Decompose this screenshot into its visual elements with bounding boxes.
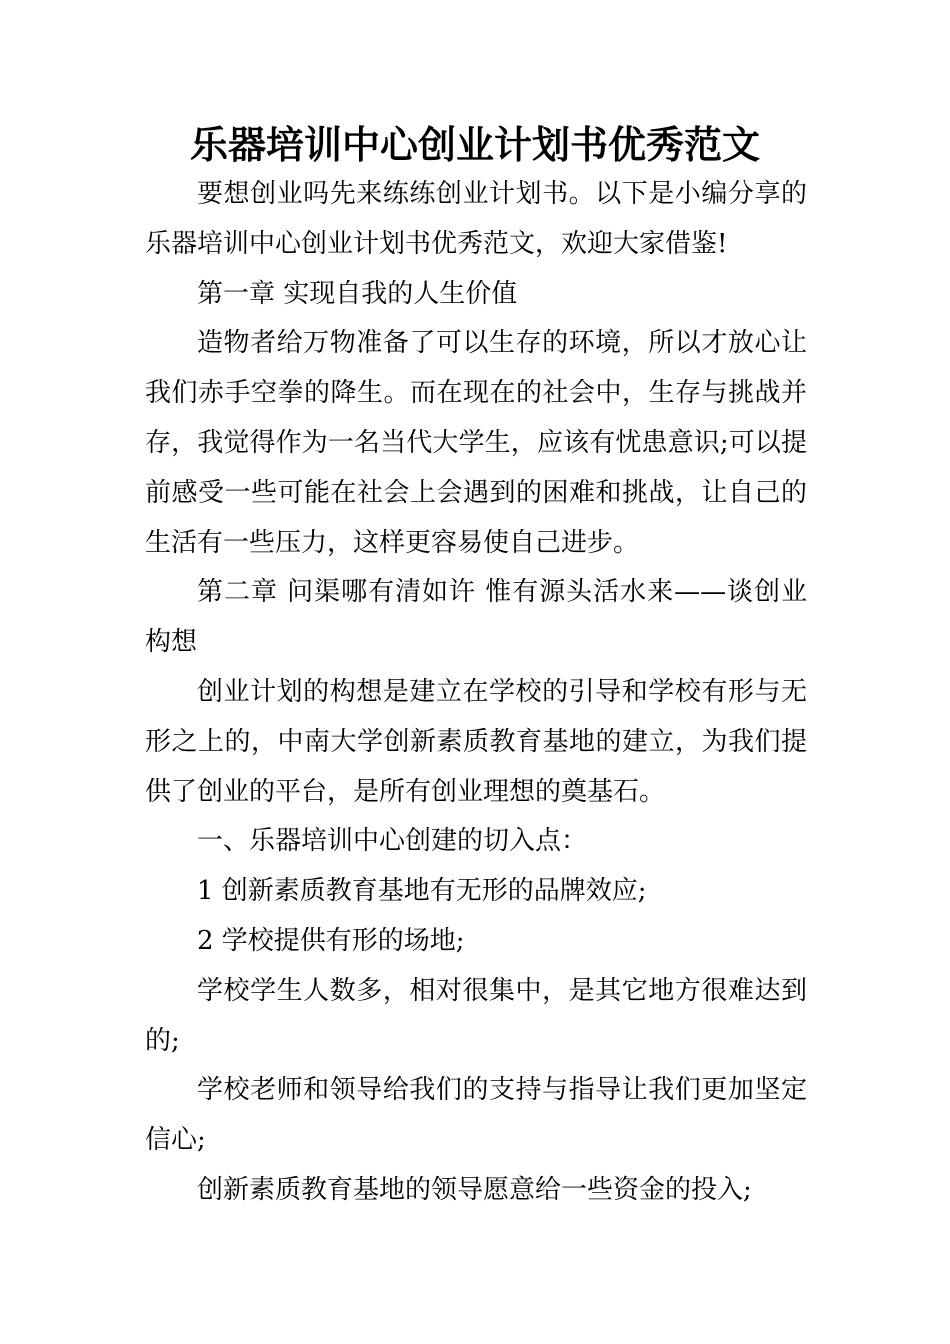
paragraph-line: 学校老师和领导给我们的支持与指导让我们更加坚定 [197,1075,807,1106]
paragraph-line: 要想创业吗先来练练创业计划书。以下是小编分享的 [197,179,807,209]
paragraph-line: 乐器培训中心创业计划书优秀范文，欢迎大家借鉴! [145,228,728,259]
paragraph-line: 构想 [145,627,198,658]
paragraph-line: 学校学生人数多，相对很集中，是其它地方很难达到 [197,975,807,1006]
paragraph-line: 供了创业的平台，是所有创业理想的奠基石。 [145,776,666,807]
paragraph-line: 第二章 问渠哪有清如许 惟有源头活水来——谈创业 [197,577,807,608]
paragraph-line: 的; [145,1025,180,1056]
document-body [145,170,807,1216]
paragraph-line: 第一章 实现自我的人生价值 [197,278,518,309]
document-title: 乐器培训中心创业计划书优秀范文 [189,122,760,167]
paragraph-line: 生活有一些压力，这样更容易使自己进步。 [145,527,640,558]
paragraph-line: 2 学校提供有形的场地; [197,925,465,956]
paragraph-line: 1 创新素质教育基地有无形的品牌效应; [197,876,647,907]
paragraph-line: 造物者给万物准备了可以生存的环境，所以才放心让 [197,328,807,359]
paragraph-line: 一、乐器培训中心创建的切入点： [197,826,588,857]
paragraph-line: 前感受一些可能在社会上会遇到的困难和挑战，让自己的 [145,477,807,508]
paragraph-line: 创新素质教育基地的领导愿意给一些资金的投入; [197,1174,752,1205]
paragraph-line: 我们赤手空拳的降生。而在现在的社会中，生存与挑战并 [145,378,807,409]
paragraph-line: 创业计划的构想是建立在学校的引导和学校有形与无 [197,676,807,707]
paragraph-line: 形之上的，中南大学创新素质教育基地的建立，为我们提 [145,726,807,757]
paragraph-line: 存，我觉得作为一名当代大学生，应该有忧患意识;可以提 [145,427,807,458]
paragraph-line: 信心; [145,1125,206,1156]
